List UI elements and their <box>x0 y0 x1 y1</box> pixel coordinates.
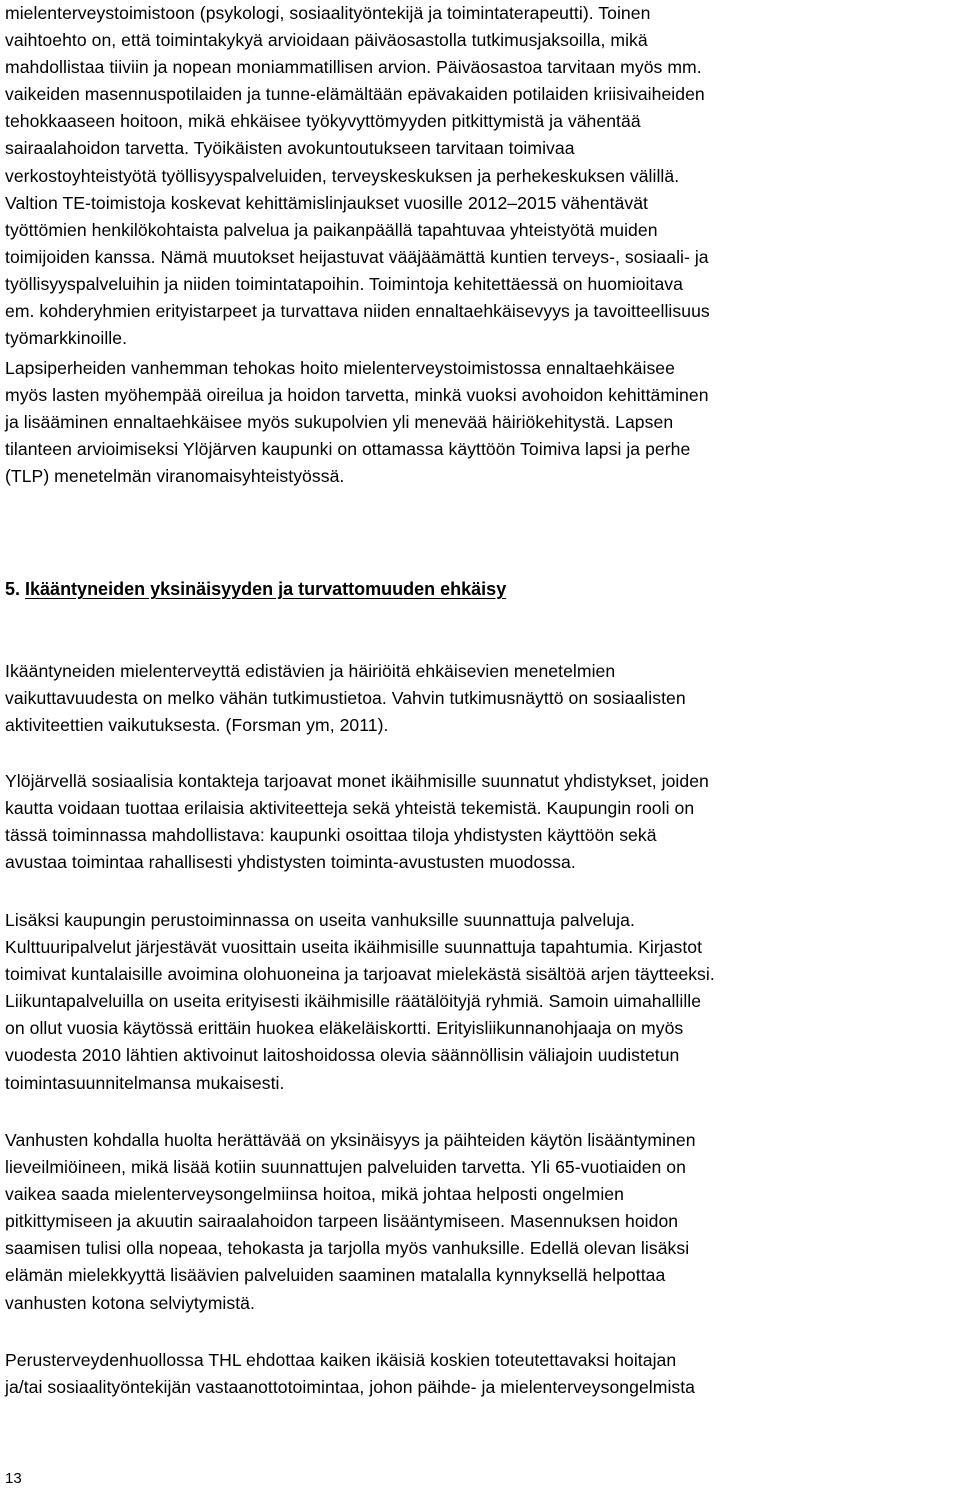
section-title: Ikääntyneiden yksinäisyyden ja turvattomuuden ehkäisy <box>25 579 507 599</box>
paragraph-primary-care: Perusterveydenhuollossa THL ehdottaa kaiken ikäisiä koskien toteutettavaksi hoitajan ja/tai sosiaalityöntekijän vastaanottotoimintaa, johon päihde- ja mielenterveysongelmista <box>5 1350 696 1398</box>
paragraph-families-with-children: Lapsiperheiden vanhemman tehokas hoito mielenterveystoimistossa ennaltaehkäisee myös lasten myöhempää oireilua ja hoidon tarvetta, minkä vuoksi avohoidon kehittäminen ja lisääminen ennaltaehkäisee myös sukupolvien yli menevää häiriökehitystä. Lapsen tilanteen arvioimiseksi Ylöjärven kaupunki on ottamassa käyttöön Toimiva lapsi ja perhe (TLP) menetelmän viranomaisyhteistyössä. <box>5 358 709 487</box>
section-heading <box>5 576 506 603</box>
page-number: 13 <box>5 1470 22 1487</box>
paragraph-associations: Ylöjärvellä sosiaalisia kontakteja tarjoavat monet ikäihmisille suunnatut yhdistykset, joiden kautta voidaan tuottaa erilaisia aktiviteetteja sekä yhteistä tekemistä. Kaupungin rooli on tässä toiminnassa mahdollistava: kaupunki osoittaa tiloja yhdistysten käyttöön sekä avustaa toimintaa rahallisesti yhdistysten toiminta-avustusten muodossa. <box>5 771 709 873</box>
paragraph-city-services: Lisäksi kaupungin perustoiminnassa on useita vanhuksille suunnattuja palveluja. Kulttuuripalvelut järjestävät vuosittain useita ikäihmisille suunnattuja tapahtumia. Kirjastot toimivat kuntalaisille avoimina olohuoneina ja tarjoavat mielekästä sisältöä arjen täytteeksi. Liikuntapalveluilla on useita erityisesti ikäihmisille räätälöityjä ryhmiä. Samoin uimahallille on ollut vuosia käytössä erittäin huokea eläkeläiskortti. Erityisliikunnanohjaaja on myös vuodesta 2010 lähtien aktivoinut laitoshoidossa olevia säännöllisin väliajoin uudistetun toimintasuunnitelmansa mukaisesti. <box>5 910 715 1093</box>
section-number: 5. <box>5 579 21 599</box>
paragraph-elderly-research: Ikääntyneiden mielenterveyttä edistävien ja häiriöitä ehkäisevien menetelmien vaikuttavuudesta on melko vähän tutkimustietoa. Vahvin tutkimusnäyttö on sosiaalisten aktiviteettien vaikutuksesta. (Forsman ym, 2011). <box>5 661 686 736</box>
paragraph-mental-health-services: mielenterveystoimistoon (psykologi, sosiaalityöntekijä ja toimintaterapeutti). Toinen vaihtoehto on, että toimintakykyä arvioidaan päiväosastolla tutkimusjaksoilla, mikä mahdollistaa tiiviin ja nopean moniammatillisen arvion. Päiväosastoa tarvitaan myös mm. vaikeiden masennuspotilaiden ja tunne-elämältään epävakaiden potilaiden kriisivaiheiden tehokkaaseen hoitoon, mikä ehkäisee työkyvyttömyyden pitkittymistä ja vähentää sairaalahoidon tarvetta. Työikäisten avokuntoutukseen tarvitaan toimivaa verkostoyhteistyötä työllisyyspalveluiden, terveyskeskuksen ja perhekeskuksen välillä. Valtion TE-toimistoja koskevat kehittämislinjaukset vuosille 2012–2015 vähentävät työttömien henkilökohtaista palvelua ja paikanpäällä tapahtuvaa yhteistyötä muiden toimijoiden kanssa. Nämä muutokset heijastuvat vääjäämättä kuntien terveys-, sosiaali- ja työllisyyspalveluihin ja niiden toimintatapoihin. Toimintoja kehitettäessä on huomioitava em. kohderyhmien erityistarpeet ja turvattava niiden ennaltaehkäisevyys ja tavoitteellisuus työmarkkinoille. <box>5 3 710 349</box>
paragraph-elderly-concerns: Vanhusten kohdalla huolta herättävää on yksinäisyys ja päihteiden käytön lisääntyminen lieveilmiöineen, mikä lisää kotiin suunnattujen palveluiden tarvetta. Yli 65-vuotiaiden on vaikea saada mielenterveysongelmiinsa hoitoa, mikä johtaa helposti ongelmien pitkittymiseen ja akuutin sairaalahoidon tarpeen lisääntymiseen. Masennuksen hoidon saamisen tulisi olla nopeaa, tehokasta ja tarjolla myös vanhuksille. Edellä olevan lisäksi elämän mielekkyyttä lisäävien palveluiden saaminen matalalla kynnyksellä helpottaa vanhusten kotona selviytymistä. <box>5 1130 696 1313</box>
